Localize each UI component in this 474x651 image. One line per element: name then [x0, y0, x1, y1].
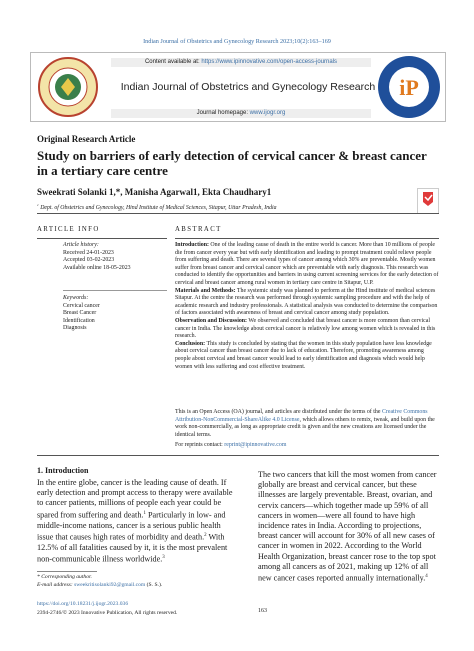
page-number: 163 [258, 608, 267, 614]
intro-paragraph-right: The two cancers that kill the most women from cancer globally are breast and cervical cancer, but these illnesses are largely preventable. Breast, ovarian, and cervix cancers—which together made up 59% of all cancers in women—were all found to have high incidence rates in India. According to projections, breast cancer will account for 30% of all new cases of cancer in women in 2022. According to the World Health Organization, breast cancer rose to the top spot among all cancers as of 2021, making up 12% of all new cancer cases reported annually internationally. [258, 470, 437, 583]
history-label: Article history: [63, 242, 99, 248]
journal-collection-link[interactable]: https://www.ipinnovative.com/open-access-journals [201, 59, 338, 65]
citation-1[interactable]: 1 [143, 510, 146, 516]
author-email-link[interactable]: sweekritisolanki92@gmail.com [74, 581, 146, 588]
footnote-rule [37, 571, 97, 572]
affiliation-text: Dept. of Obstetrics and Gynecology, Hind Institute of Medical Sciences, Sitapur, Uttar Pradesh, India [40, 204, 277, 211]
license-link[interactable]: Creative Commons Attribution-NonCommercial-ShareAlike 4.0 License [175, 409, 428, 423]
keywords-block [63, 295, 168, 333]
introduction-heading: 1. Introduction [37, 466, 89, 475]
homepage-link[interactable]: www.ijogr.org [249, 110, 286, 116]
divider [37, 238, 167, 239]
reprints-email-link[interactable]: reprint@ipinnovative.com [224, 442, 287, 448]
abstract-intro-text: One of the leading cause of death in the entire world is cancer. More than 10 millions of people die from cancer every year but with early identification and leading to prompt treatment could relieve people from suffering and death. There are several types of cancer among which 30% are preventable. Mostly women suffer from breast cancer and cervical cancer which are preventable with early diagnosis. This research was conducted to identify the opportunities and barriers in using current screening services for the early detection of cervical and breast cancer among rural women in tertiary care centre in Sitapur, U.P. [175, 242, 439, 286]
email-suffix: (S. S.). [145, 581, 163, 588]
abstract-body [175, 242, 439, 371]
corresponding-author-note [37, 574, 237, 589]
accepted-date: Accepted 03-02-2023 [63, 257, 115, 264]
innovative-publication-logo [377, 55, 441, 119]
reprints-label: For reprints contact: [175, 442, 225, 448]
introduction-left-column [37, 478, 237, 565]
keyword-item: Breast Cancer [63, 310, 97, 317]
abstract-heading: ABSTRACT [175, 226, 222, 233]
abstract-introduction [175, 242, 439, 288]
keyword-item: Diagnosis [63, 325, 87, 332]
abstract-conclusion-text: This study is concluded by stating that the women in this study population have less knowledge about cervical cancer than breast cancer due to lack of education. Therefore, promoting awareness among people about cervical and breast cancer would lead to early identification and diagnosis which would help women with less suffering and cost effective treatment. [175, 340, 432, 370]
article-title: Study on barriers of early detection of cervical cancer & breast cancer in a tertiary care centre [37, 148, 427, 178]
affiliation [37, 203, 277, 211]
intro-paragraph-3: With 12.5% of all fatalities caused by it, it is the most prevalent non-communicable illness worldwide. [37, 532, 228, 564]
keywords-label: Keywords: [63, 295, 89, 301]
article-info-heading: ARTICLE INFO [37, 226, 100, 233]
license-note [175, 409, 439, 439]
abstract-methods-text: The systemic study was planned to perform at the Hind institute of medical sciences Sitapur. At the centre the research was performed through systemic sampling procedure and with the help of academic research and industry professionals. A statistical analysis was conducted to determine the comparison of factors associated with awareness of breast and cervical cancer among study population. [175, 287, 438, 317]
available-label: Content available at: [144, 59, 200, 65]
license-text-1: This is an Open Access (OA) journal, and articles are distributed under the terms of the [175, 409, 382, 415]
citation-2[interactable]: 2 [204, 532, 207, 538]
society-seal-logo [37, 56, 99, 118]
journal-banner [30, 52, 446, 122]
keyword-item: Identification [63, 317, 95, 324]
license-text-2: , which allows others to remix, tweak, and build upon the work non-commercially, as long as appropriate credit is given and the new creations are licensed under the identical terms. [175, 416, 435, 438]
introduction-right-column [258, 470, 438, 584]
corresponding-label: * Corresponding author. [37, 574, 92, 580]
running-header: Indian Journal of Obstetrics and Gynecology Research 2023;10(2):163–169 [143, 38, 331, 45]
email-label: E-mail address: [37, 581, 75, 588]
abstract-observation-text: We observed and concluded that breast cancer is more common than cervical cancer in India. The knowledge about cervical cancer is relatively low among women which is revealed in this research. [175, 317, 436, 340]
homepage-bar [111, 109, 371, 118]
doi-link[interactable]: https://doi.org/10.18231/j.ijogr.2023.036 [37, 601, 129, 607]
article-history [63, 242, 168, 272]
citation-3[interactable]: 3 [162, 554, 165, 560]
author-list: Sweekrati Solanki 1,*, Manisha Agarwal1, Ekta Chaudhary1 [37, 187, 272, 197]
abstract-conclusion-label: Conclusion: [175, 340, 206, 347]
abstract-methods [175, 288, 439, 318]
abstract-methods-label: Materials and Methods: [175, 287, 236, 294]
check-for-updates-badge[interactable] [417, 188, 439, 214]
article-type: Original Research Article [37, 134, 136, 144]
copyright-line: 2394-2746/© 2023 Innovative Publication, All rights reserved. [37, 610, 178, 616]
content-available-bar [111, 58, 371, 67]
homepage-label: Journal homepage: [196, 110, 248, 116]
divider [37, 213, 439, 214]
divider [37, 455, 439, 456]
abstract-intro-label: Introduction: [175, 242, 209, 248]
reprints-note [175, 442, 439, 450]
keyword-item: Cervical cancer [63, 302, 100, 309]
affiliation-number: 1 [37, 203, 39, 207]
divider [175, 238, 439, 239]
abstract-observation [175, 318, 439, 341]
intro-paragraph-1: In the entire globe, cancer is the leading cause of death. If early detection and prompt access to therapy were available to cancer patients, millions of people each year could be spared from suffering and death. [37, 478, 233, 520]
journal-title: Indian Journal of Obstetrics and Gynecology Research [120, 81, 376, 93]
abstract-observation-label: Observation and Discussion: [175, 317, 248, 324]
svg-text:iP: iP [399, 75, 419, 100]
intro-paragraph-2: Particularly in low- and middle-income nations, cancer is a serious public health issue that causes high rates of morbidity and death. [37, 510, 226, 542]
online-date: Available online 18-05-2023 [63, 264, 131, 271]
abstract-conclusion [175, 341, 439, 371]
citation-4[interactable]: 4 [425, 574, 428, 580]
received-date: Received 24-01-2023 [63, 249, 114, 256]
divider [63, 290, 167, 291]
